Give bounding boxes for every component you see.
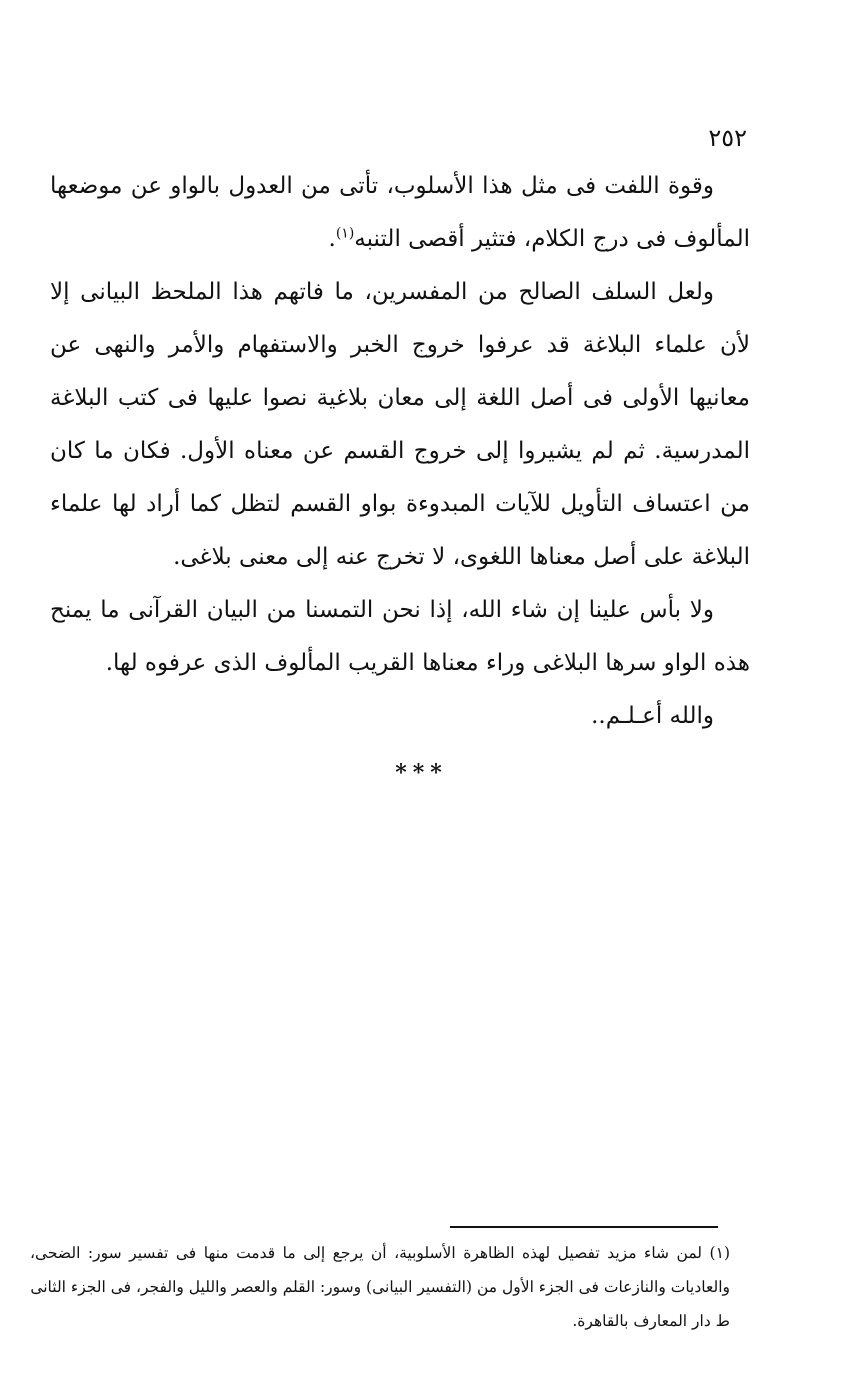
section-separator: *** [395,760,448,786]
footnote-publisher: ط دار المعارف بالقاهرة. [572,1312,730,1330]
closing-line: والله أعـلـم.. [591,703,714,729]
paragraph-1-end: . [328,226,336,252]
footnote-reference: (١) [335,225,355,242]
footnote [30,1236,730,1338]
paragraph-1-text: وقوة اللفت فى مثل هذا الأسلوب، تأتى من العدول بالواو عن موضعها المألوف فى درج الكلام، فتثير أقصى التنبه [50,173,750,252]
body-text [50,160,750,743]
paragraph-3: ولا بأس علينا إن شاء الله، إذا نحن التمسنا من البيان القرآنى ما يمنح هذه الواو سرها البلاغى وراء معناها القريب المألوف الذى عرفوه لها. [50,597,750,676]
paragraph-1 [50,160,750,266]
page-number: ٢٥٢ [708,124,747,152]
footnote-text: (١) لمن شاء مزيد تفصيل لهذه الظاهرة الأسلوبية، أن يرجع إلى ما قدمت منها فى تفسير سور: الضحى، والعاديات والنازعات فى الجزء الأول من (التفسير البيانى) وسور: القلم والعصر والليل والفجر، فى الجزء الثانى [30,1244,730,1296]
paragraph-2: ولعل السلف الصالح من المفسرين، ما فاتهم هذا الملحظ البيانى إلا لأن علماء البلاغة قد عرفوا خروج الخبر والاستفهام والأمر والنهى عن معانيها الأولى فى أصل اللغة إلى معان بلاغية نصوا عليها فى كتب البلاغة المدرسية. ثم لم يشيروا إلى خروج القسم عن معناه الأول. فكان ما كان من اعتساف التأويل للآيات المبدوءة بواو القسم لتظل كما أراد لها علماء البلاغة على أصل معناها اللغوى، لا تخرج عنه إلى معنى بلاغى. [50,279,750,570]
footnote-divider [450,1226,718,1228]
